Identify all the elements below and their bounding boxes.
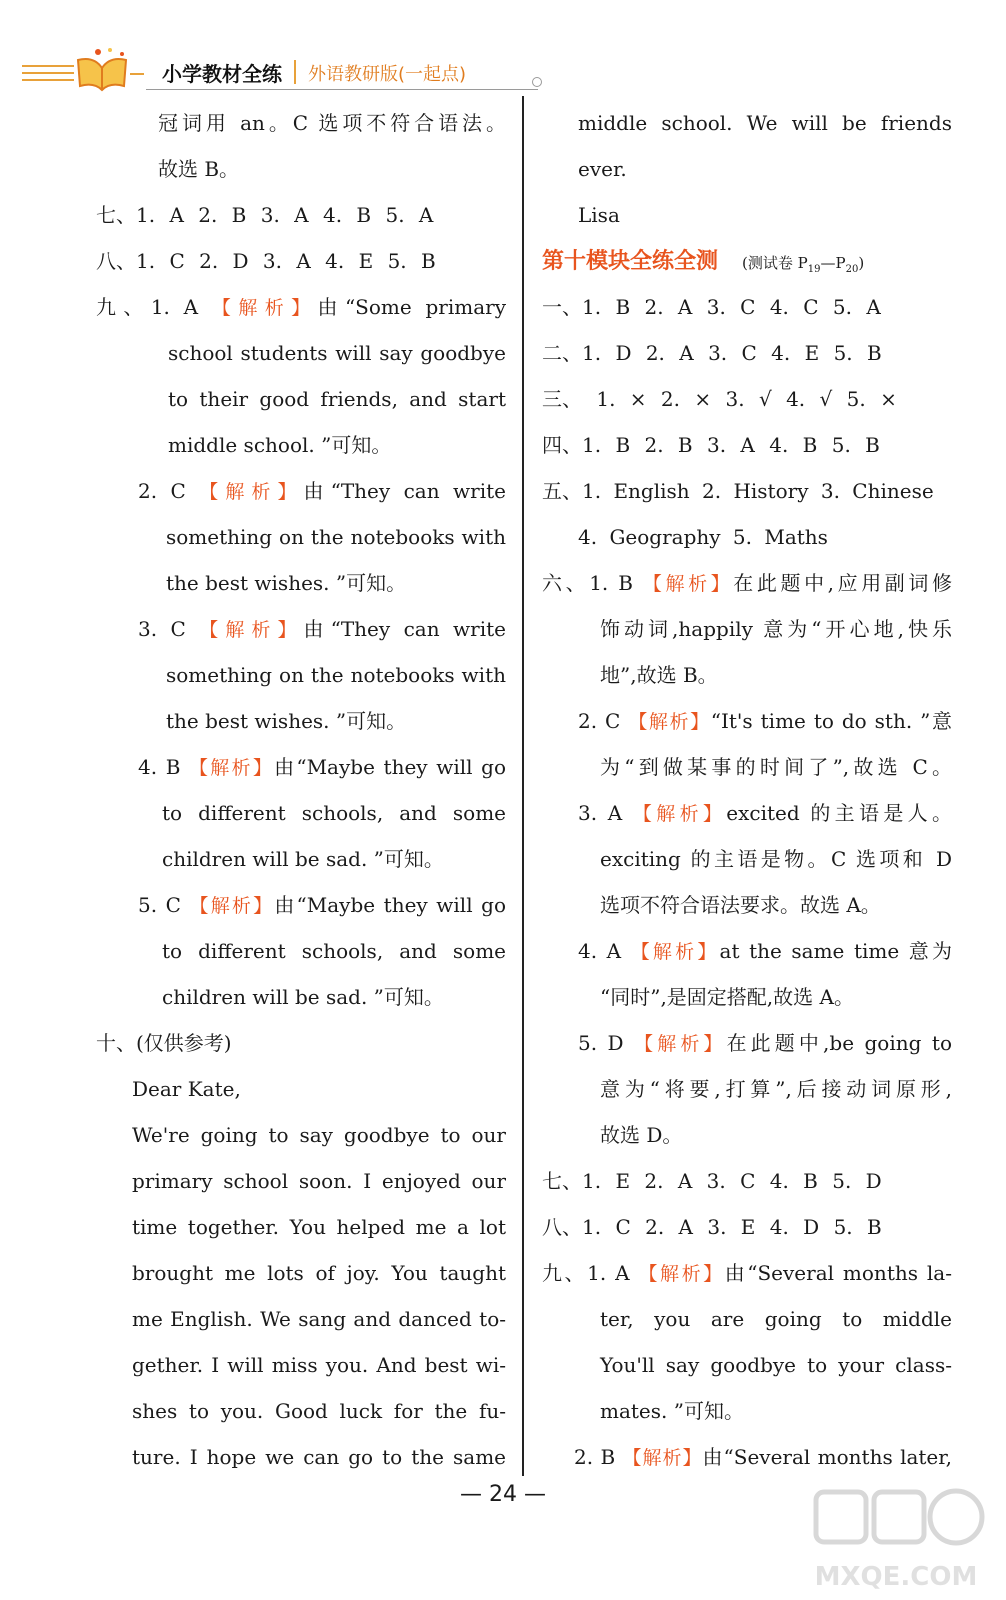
analysis-tag: 【解析】 <box>634 1033 727 1055</box>
text-line: 饰动词,happily 意为“开心地,快乐 <box>600 617 952 641</box>
analysis-tag: 【解析】 <box>630 941 720 963</box>
answer-row-7: 七、1. E 2. A 3. C 4. B 5. D <box>542 1169 882 1193</box>
check-mark-icon: √ <box>744 387 772 411</box>
cross-mark-icon: × <box>680 387 712 411</box>
analysis-tag: 【解析】 <box>199 619 304 641</box>
text-line: middle school. ”可知。 <box>168 433 392 457</box>
letter-line: We're going to say goodbye to our <box>132 1123 506 1147</box>
text-line: to different schools, and some <box>162 801 506 825</box>
letter-line: brought me lots of joy. You taught <box>132 1261 506 1285</box>
text-line: to their good friends, and start <box>168 387 506 411</box>
analysis-tag: 【解析】 <box>642 573 734 595</box>
text-line: 意为“将要,打算”,后接动词原形, <box>600 1077 952 1101</box>
text-line: the best wishes. ”可知。 <box>166 709 407 733</box>
answer-row-5: 五、1. English 2. History 3. Chinese <box>542 479 934 503</box>
analysis-tag: 【解析】 <box>199 481 304 503</box>
letter-line: gether. I will miss you. And best wi- <box>132 1353 506 1377</box>
text-line: the best wishes. ”可知。 <box>166 571 407 595</box>
letter-line: primary school soon. I enjoyed our <box>132 1169 506 1193</box>
question-9-1: 九、1. A 【解析】由“Some primary <box>96 295 506 319</box>
question-10-heading: 十、(仅供参考) <box>96 1031 232 1055</box>
analysis-tag: 【解析】 <box>638 1263 725 1285</box>
watermark-logo <box>806 1482 986 1592</box>
answer-row-2: 二、1. D 2. A 3. C 4. E 5. B <box>542 341 882 365</box>
text-line: something on the notebooks with <box>166 525 506 549</box>
analysis-tag: 【解析】 <box>211 297 318 319</box>
letter-line: ever. <box>578 157 627 181</box>
question-9-2: 2. B 【解析】由“Several months later, <box>574 1445 952 1469</box>
page-number: — 24 — <box>460 1482 546 1507</box>
text-line: 故选 D。 <box>600 1123 683 1147</box>
answer-row-8: 八、1. C 2. D 3. A 4. E 5. B <box>96 249 436 273</box>
brand-title: 小学教材全练 <box>162 62 282 86</box>
answer-row-7: 七、1. A 2. B 3. A 4. B 5. A <box>96 203 434 227</box>
answer-number: 1. <box>596 387 616 411</box>
question-6-5: 5. D 【解析】在此题中,be going to <box>578 1031 952 1055</box>
edition-label: 外语教研版(一起点) <box>308 64 467 85</box>
text-line: “同时”,是固定搭配,故选 A。 <box>600 985 854 1009</box>
text-line: ter, you are going to middle <box>600 1307 952 1331</box>
question-9-3: 3. C 【解析】由“They can write <box>138 617 506 641</box>
watermark-text: MXQE.COM <box>814 1562 978 1592</box>
question-6-1: 六、1. B 【解析】在此题中,应用副词修 <box>542 571 952 595</box>
question-9-4: 4. B 【解析】由“Maybe they will go <box>138 755 506 779</box>
cross-mark-icon: × <box>865 387 897 411</box>
header-rule <box>146 89 538 90</box>
letter-line: middle school. We will be friends <box>578 111 952 135</box>
letter-line: me English. We sang and danced to- <box>132 1307 506 1331</box>
cross-mark-icon: × <box>615 387 647 411</box>
answer-number: 4. <box>771 387 806 411</box>
text-line: something on the notebooks with <box>166 663 506 687</box>
section-title: 第十模块全练全测 <box>542 249 719 274</box>
answer-row-4: 四、1. B 2. B 3. A 4. B 5. B <box>542 433 880 457</box>
text-line: 选项不符合语法要求。故选 A。 <box>600 893 881 917</box>
text-line: children will be sad. ”可知。 <box>162 847 444 871</box>
question-6-2: 2. C 【解析】“It's time to do sth. ”意 <box>578 709 952 733</box>
header-separator <box>294 60 296 84</box>
text-line: to different schools, and some <box>162 939 506 963</box>
question-6-3: 3. A 【解析】excited 的主语是人。 <box>578 801 952 825</box>
answer-number: 2. <box>646 387 681 411</box>
text-line: 为“到做某事的时间了”,故选 C。 <box>600 755 952 779</box>
letter-line: shes to you. Good luck for the fu- <box>132 1399 506 1423</box>
letter-signature: Lisa <box>578 203 620 227</box>
right-column <box>542 100 952 1480</box>
question-9-1: 九、1. A 【解析】由“Several months la- <box>542 1261 952 1285</box>
answer-row-3: 三、 1. × 2. × 3. √ 4. √ 5. × <box>542 387 897 411</box>
check-mark-icon: √ <box>805 387 833 411</box>
section-heading <box>542 238 952 284</box>
question-9-2: 2. C 【解析】由“They can write <box>138 479 506 503</box>
text-line: 地”,故选 B。 <box>600 663 718 687</box>
answer-row-8: 八、1. C 2. A 3. E 4. D 5. B <box>542 1215 882 1239</box>
left-column <box>96 100 506 1480</box>
book-logo-icon <box>18 44 146 94</box>
analysis-tag: 【解析】 <box>622 1447 703 1469</box>
text-line: 故选 B。 <box>158 157 240 181</box>
column-divider <box>522 96 524 1476</box>
text-line: mates. ”可知。 <box>600 1399 744 1423</box>
letter-line: ture. I hope we can go to the same <box>132 1445 506 1469</box>
letter-line: Dear Kate, <box>132 1077 241 1101</box>
analysis-tag: 【解析】 <box>189 895 275 917</box>
question-9-5: 5. C 【解析】由“Maybe they will go <box>138 893 506 917</box>
test-reference: (测试卷 $P_{19}—P_{20}$) <box>742 254 865 275</box>
header-rule-end <box>532 77 542 87</box>
watermark-icon <box>806 1482 986 1562</box>
question-6-4: 4. A 【解析】at the same time 意为 <box>578 939 952 963</box>
page-header <box>18 44 538 94</box>
text-line: exciting 的主语是物。C 选项和 D <box>600 847 952 871</box>
letter-line: time together. You helped me a lot <box>132 1215 506 1239</box>
answer-row-1: 一、1. B 2. A 3. C 4. C 5. A <box>542 295 881 319</box>
analysis-tag: 【解析】 <box>628 711 711 733</box>
text-line: 冠词用 an。C 选项不符合语法。 <box>158 111 506 135</box>
text-line: You'll say goodbye to your class- <box>600 1353 952 1377</box>
answer-number: 5. <box>832 387 866 411</box>
text-line: school students will say goodbye <box>168 341 506 365</box>
text-line: children will be sad. ”可知。 <box>162 985 444 1009</box>
answer-row-5-cont: 4. Geography 5. Maths <box>578 525 828 549</box>
analysis-tag: 【解析】 <box>632 803 727 825</box>
answer-number: 3. <box>711 387 745 411</box>
analysis-tag: 【解析】 <box>189 757 275 779</box>
